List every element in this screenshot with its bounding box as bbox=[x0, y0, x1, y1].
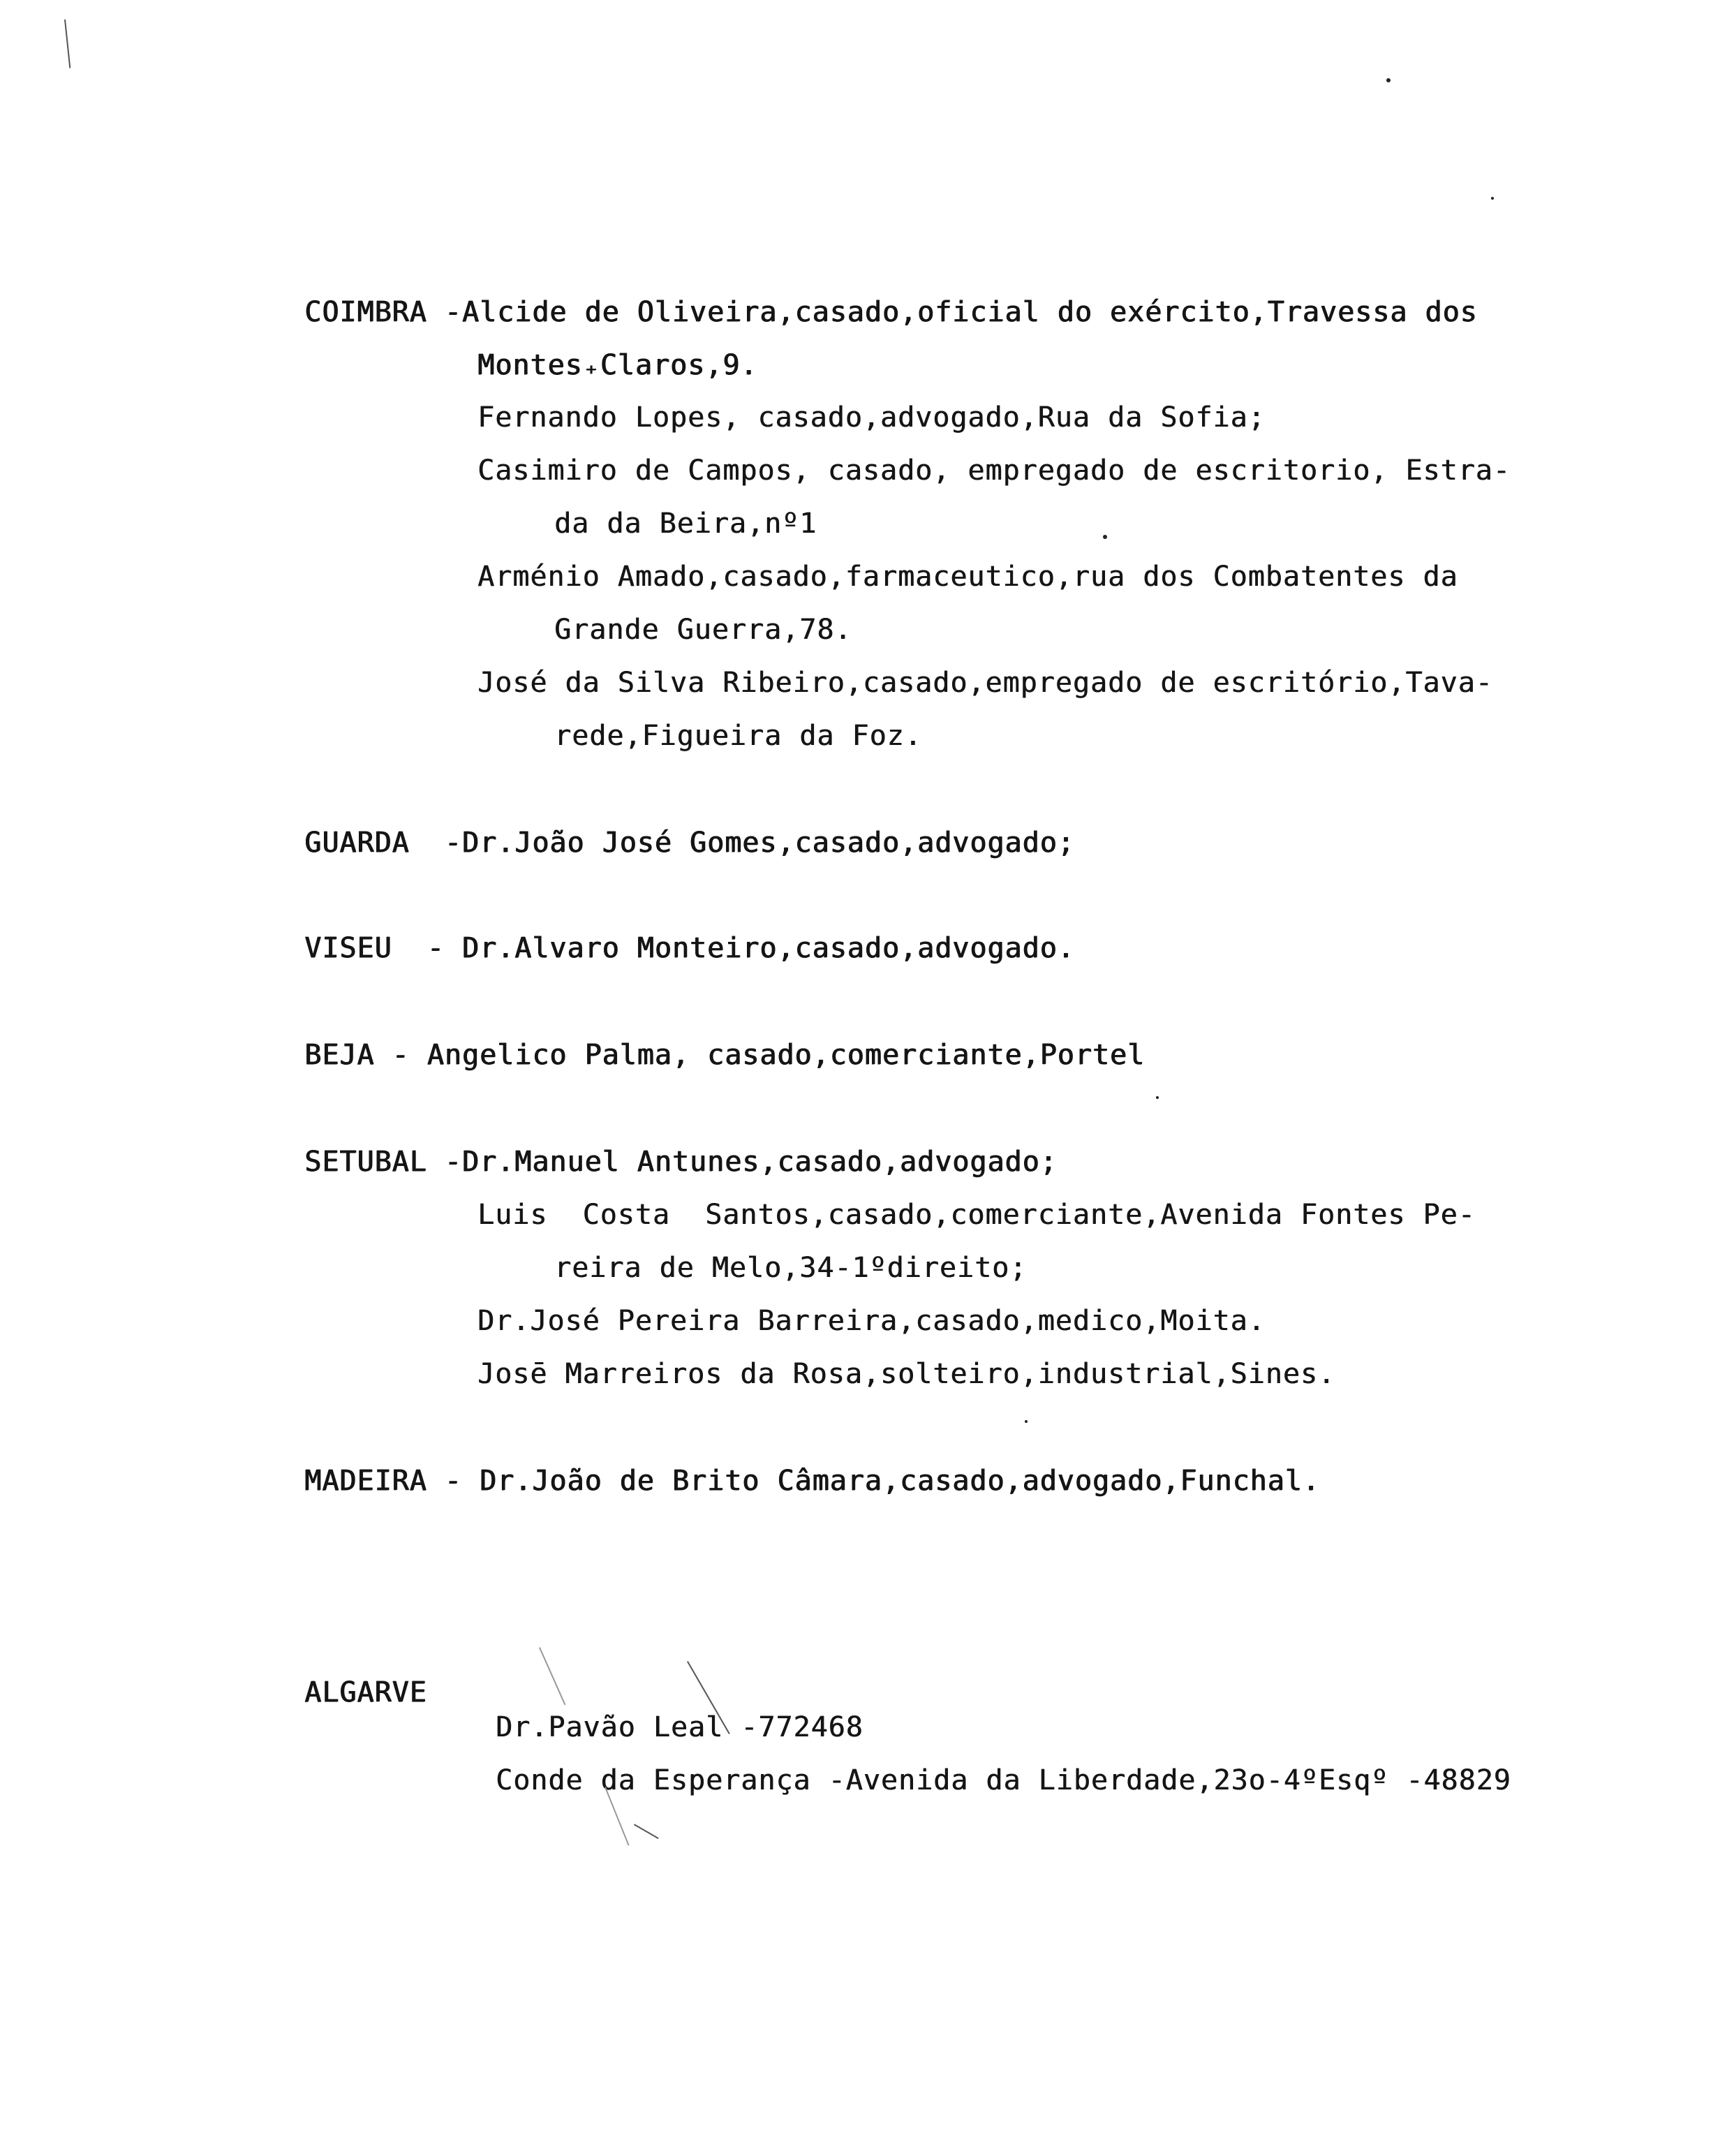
coimbra-line-4: Casimiro de Campos, casado, empregado de escritorio, Estra- bbox=[477, 455, 1511, 487]
scan-pen-stroke bbox=[64, 20, 71, 68]
guarda-line: GUARDA -Dr.João José Gomes,casado,advogado; bbox=[304, 827, 1075, 859]
coimbra-line-6: Arménio Amado,casado,farmaceutico,rua dos Combatentes da bbox=[477, 561, 1458, 593]
algarve-line-1: Dr.Pavão Leal -772468 bbox=[496, 1711, 863, 1743]
coimbra-line-2: Montes₊Claros,9. bbox=[477, 349, 758, 381]
algarve-line-2: Conde da Esperança -Avenida da Liberdade,23o-4ºEsqº -48829 bbox=[496, 1764, 1511, 1796]
setubal-line-4: Dr.José Pereira Barreira,casado,medico,Moita. bbox=[477, 1305, 1266, 1337]
coimbra-line-1: COIMBRA -Alcide de Oliveira,casado,oficial do exército,Travessa dos bbox=[304, 296, 1478, 328]
scan-speck bbox=[1025, 1420, 1028, 1423]
pen-check-mark bbox=[539, 1647, 565, 1705]
setubal-line-5: Josē Marreiros da Rosa,solteiro,industrial,Sines. bbox=[477, 1358, 1336, 1390]
coimbra-line-5: da da Beira,nº1 bbox=[554, 508, 817, 540]
coimbra-line-3: Fernando Lopes, casado,advogado,Rua da Sofia; bbox=[477, 401, 1266, 434]
setubal-line-3: reira de Melo,34-1ºdireito; bbox=[554, 1252, 1028, 1284]
scan-speck bbox=[1491, 197, 1494, 200]
setubal-line-2: Luis Costa Santos,casado,comerciante,Avenida Fontes Pe- bbox=[477, 1199, 1476, 1231]
pen-check-mark bbox=[634, 1824, 659, 1839]
beja-line: BEJA - Angelico Palma, casado,comerciante,Portel bbox=[304, 1039, 1145, 1071]
coimbra-line-8: José da Silva Ribeiro,casado,empregado de escritório,Tava- bbox=[477, 667, 1493, 699]
scan-speck bbox=[1386, 78, 1391, 82]
scan-speck bbox=[1156, 1096, 1159, 1099]
viseu-line: VISEU - Dr.Alvaro Monteiro,casado,advogado. bbox=[304, 932, 1075, 964]
coimbra-line-9: rede,Figueira da Foz. bbox=[554, 720, 922, 752]
setubal-line-1: SETUBAL -Dr.Manuel Antunes,casado,advogado; bbox=[304, 1146, 1058, 1178]
scan-speck bbox=[1103, 535, 1107, 539]
madeira-line: MADEIRA - Dr.João de Brito Câmara,casado,advogado,Funchal. bbox=[304, 1465, 1320, 1497]
coimbra-line-7: Grande Guerra,78. bbox=[554, 614, 852, 646]
algarve-heading: ALGARVE bbox=[304, 1676, 427, 1708]
